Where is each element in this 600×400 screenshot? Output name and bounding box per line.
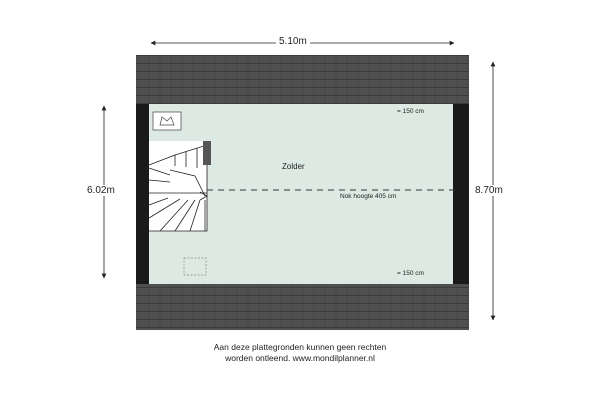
disclaimer-line-2: worden ontleend. www.mondilplanner.nl <box>225 353 375 363</box>
roof-top <box>136 55 469 104</box>
dimension-top-label: 5.10m <box>276 36 310 47</box>
staircase <box>149 141 211 231</box>
wall-left <box>136 104 149 284</box>
headroom-bottom-label: = 150 cm <box>397 270 424 277</box>
chimney-fixture <box>153 112 181 130</box>
wall-right <box>453 104 469 284</box>
disclaimer-line-1: Aan deze plattegronden kunnen geen rechten <box>213 342 387 352</box>
dimension-left-label: 6.02m <box>87 185 115 196</box>
roof-bottom <box>136 284 469 330</box>
ridge-height-label: Nok hoogte 405 cm <box>340 193 397 200</box>
headroom-top-label: = 150 cm <box>397 108 424 115</box>
room-name: Zolder <box>282 162 305 171</box>
dimension-right-label: 8.70m <box>475 185 503 196</box>
